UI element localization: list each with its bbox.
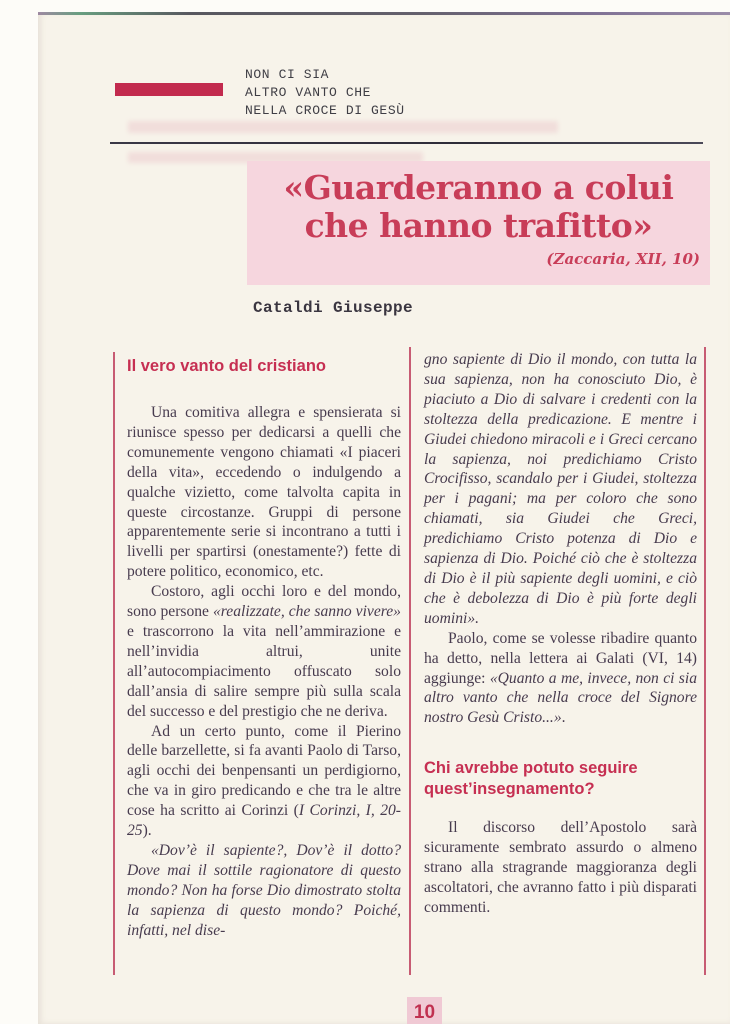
paragraph-text: Paolo, come se volesse ribadire quanto ha detto, nella lettera ai Galati (VI, 14) aggiunge: — [424, 629, 697, 687]
article-title-line2: che hanno trafitto» — [304, 206, 653, 245]
paragraph-text: . — [561, 709, 566, 727]
paragraph-text: ). — [142, 822, 152, 840]
paragraph-text: Costoro, agli occhi loro e del mondo, sono persone — [127, 583, 401, 621]
page-number — [407, 997, 442, 1024]
section-heading-insegnamento: Chi avrebbe potuto seguire quest’insegnamento? — [424, 759, 638, 799]
paragraph-text: Ad un certo punto, come il Pierino delle barzellette, si fa avanti Paolo di Tarso, agli occhi dei benpensanti un perdigiorno, che va in giro predicando e che tra le altre cose ha scritto ai Corinzi ( — [127, 722, 401, 820]
kicker-line-3: NELLA CROCE DI GESÙ — [245, 103, 405, 118]
column-rule-left — [113, 352, 115, 975]
scripture-reference: (Zaccaria, XII, 10) — [546, 250, 700, 268]
paragraph-text: e trascorrono la vita nell’ammirazione e nell’invidia altrui, unite all’autocompiacimento offuscato solo dall’ansia di salire sempre più sulla scala del successo e del prestigio che ne deriva. — [127, 622, 401, 720]
paragraph-discorso: Il discorso dell’Apostolo sarà sicuramente sembrato assurdo o almeno strano alla stragrande maggioranza degli ascoltatori, che avranno fatto i più disparati commenti. — [424, 819, 697, 916]
kicker-line-2: ALTRO VANTO CHE — [245, 85, 372, 100]
inline-quote: «Quanto a me, invece, non ci sia altro vanto che nella croce del Signore nostro Gesù Cristo...» — [424, 669, 698, 727]
right-column — [424, 350, 697, 918]
paragraph-comitiva: Una comitiva allegra e spensierata si riunisce spesso per dedicarsi a quelli che comunemente vengono chiamati «I piaceri della vita», eccedendo o indulgendo a qualche vizietto, come talvolta capita in queste circostanze. Gruppi di persone apparentemente serie si incontrano a tutti i livelli per spartirsi (onestamente?) fette di potere politico, economico, etc. — [127, 404, 401, 581]
column-rule-middle — [409, 347, 411, 975]
paragraph-scripture-quote-continued: gno sapiente di Dio il mondo, con tutta la sua sapienza, non ha conosciuto Dio, è piaciuto a Dio di salvare i credenti con la stoltezza della predicazione. E mentre i Giudei chiedono miracoli e i Greci cercano la sapienza, noi predichiamo Cristo Crocifisso, scandalo per i Giudei, stoltezza per i pagani; ma per coloro che sono chiamati, sia Giudei che Greci, predichiamo Cristo potenza di Dio e sapienza di Dio. Poiché ciò che è stoltezza di Dio è il più sapiente degli uomini, e ciò che è debolezza di Dio è più forte degli uomini». — [424, 351, 697, 627]
paragraph-paolo — [424, 629, 697, 729]
left-column — [127, 356, 401, 940]
page-number-value: 10 — [413, 1002, 436, 1023]
article-title-line1: «Guarderanno a colui — [283, 168, 674, 207]
inline-quote: «realizzate, che sanno vivere» — [212, 603, 401, 621]
title-banner — [247, 161, 710, 285]
kicker-line-1: NON CI SIA — [245, 67, 330, 82]
header-rule — [110, 142, 703, 144]
column-rule-right — [704, 347, 706, 975]
inline-citation: I Corinzi, I, 20-25 — [127, 802, 401, 840]
section-heading-vanto: Il vero vanto del cristiano — [127, 357, 326, 375]
header-red-bar — [115, 83, 223, 96]
header-kicker — [245, 66, 405, 120]
scan-edge-artifact — [38, 12, 730, 15]
bleed-through-artifact — [128, 121, 558, 133]
author-byline: Cataldi Giuseppe — [253, 299, 414, 317]
paragraph-scripture-quote-start: «Dov’è il sapiente?, Dov’è il dotto? Dove mai il sottile ragionatore di questo mondo? Non ha forse Dio dimostrato stolta la sapienza di questo mondo? Poiché, infatti, nel dise- — [127, 841, 401, 939]
paragraph-pierino — [127, 722, 401, 841]
paragraph-costoro — [127, 582, 401, 721]
